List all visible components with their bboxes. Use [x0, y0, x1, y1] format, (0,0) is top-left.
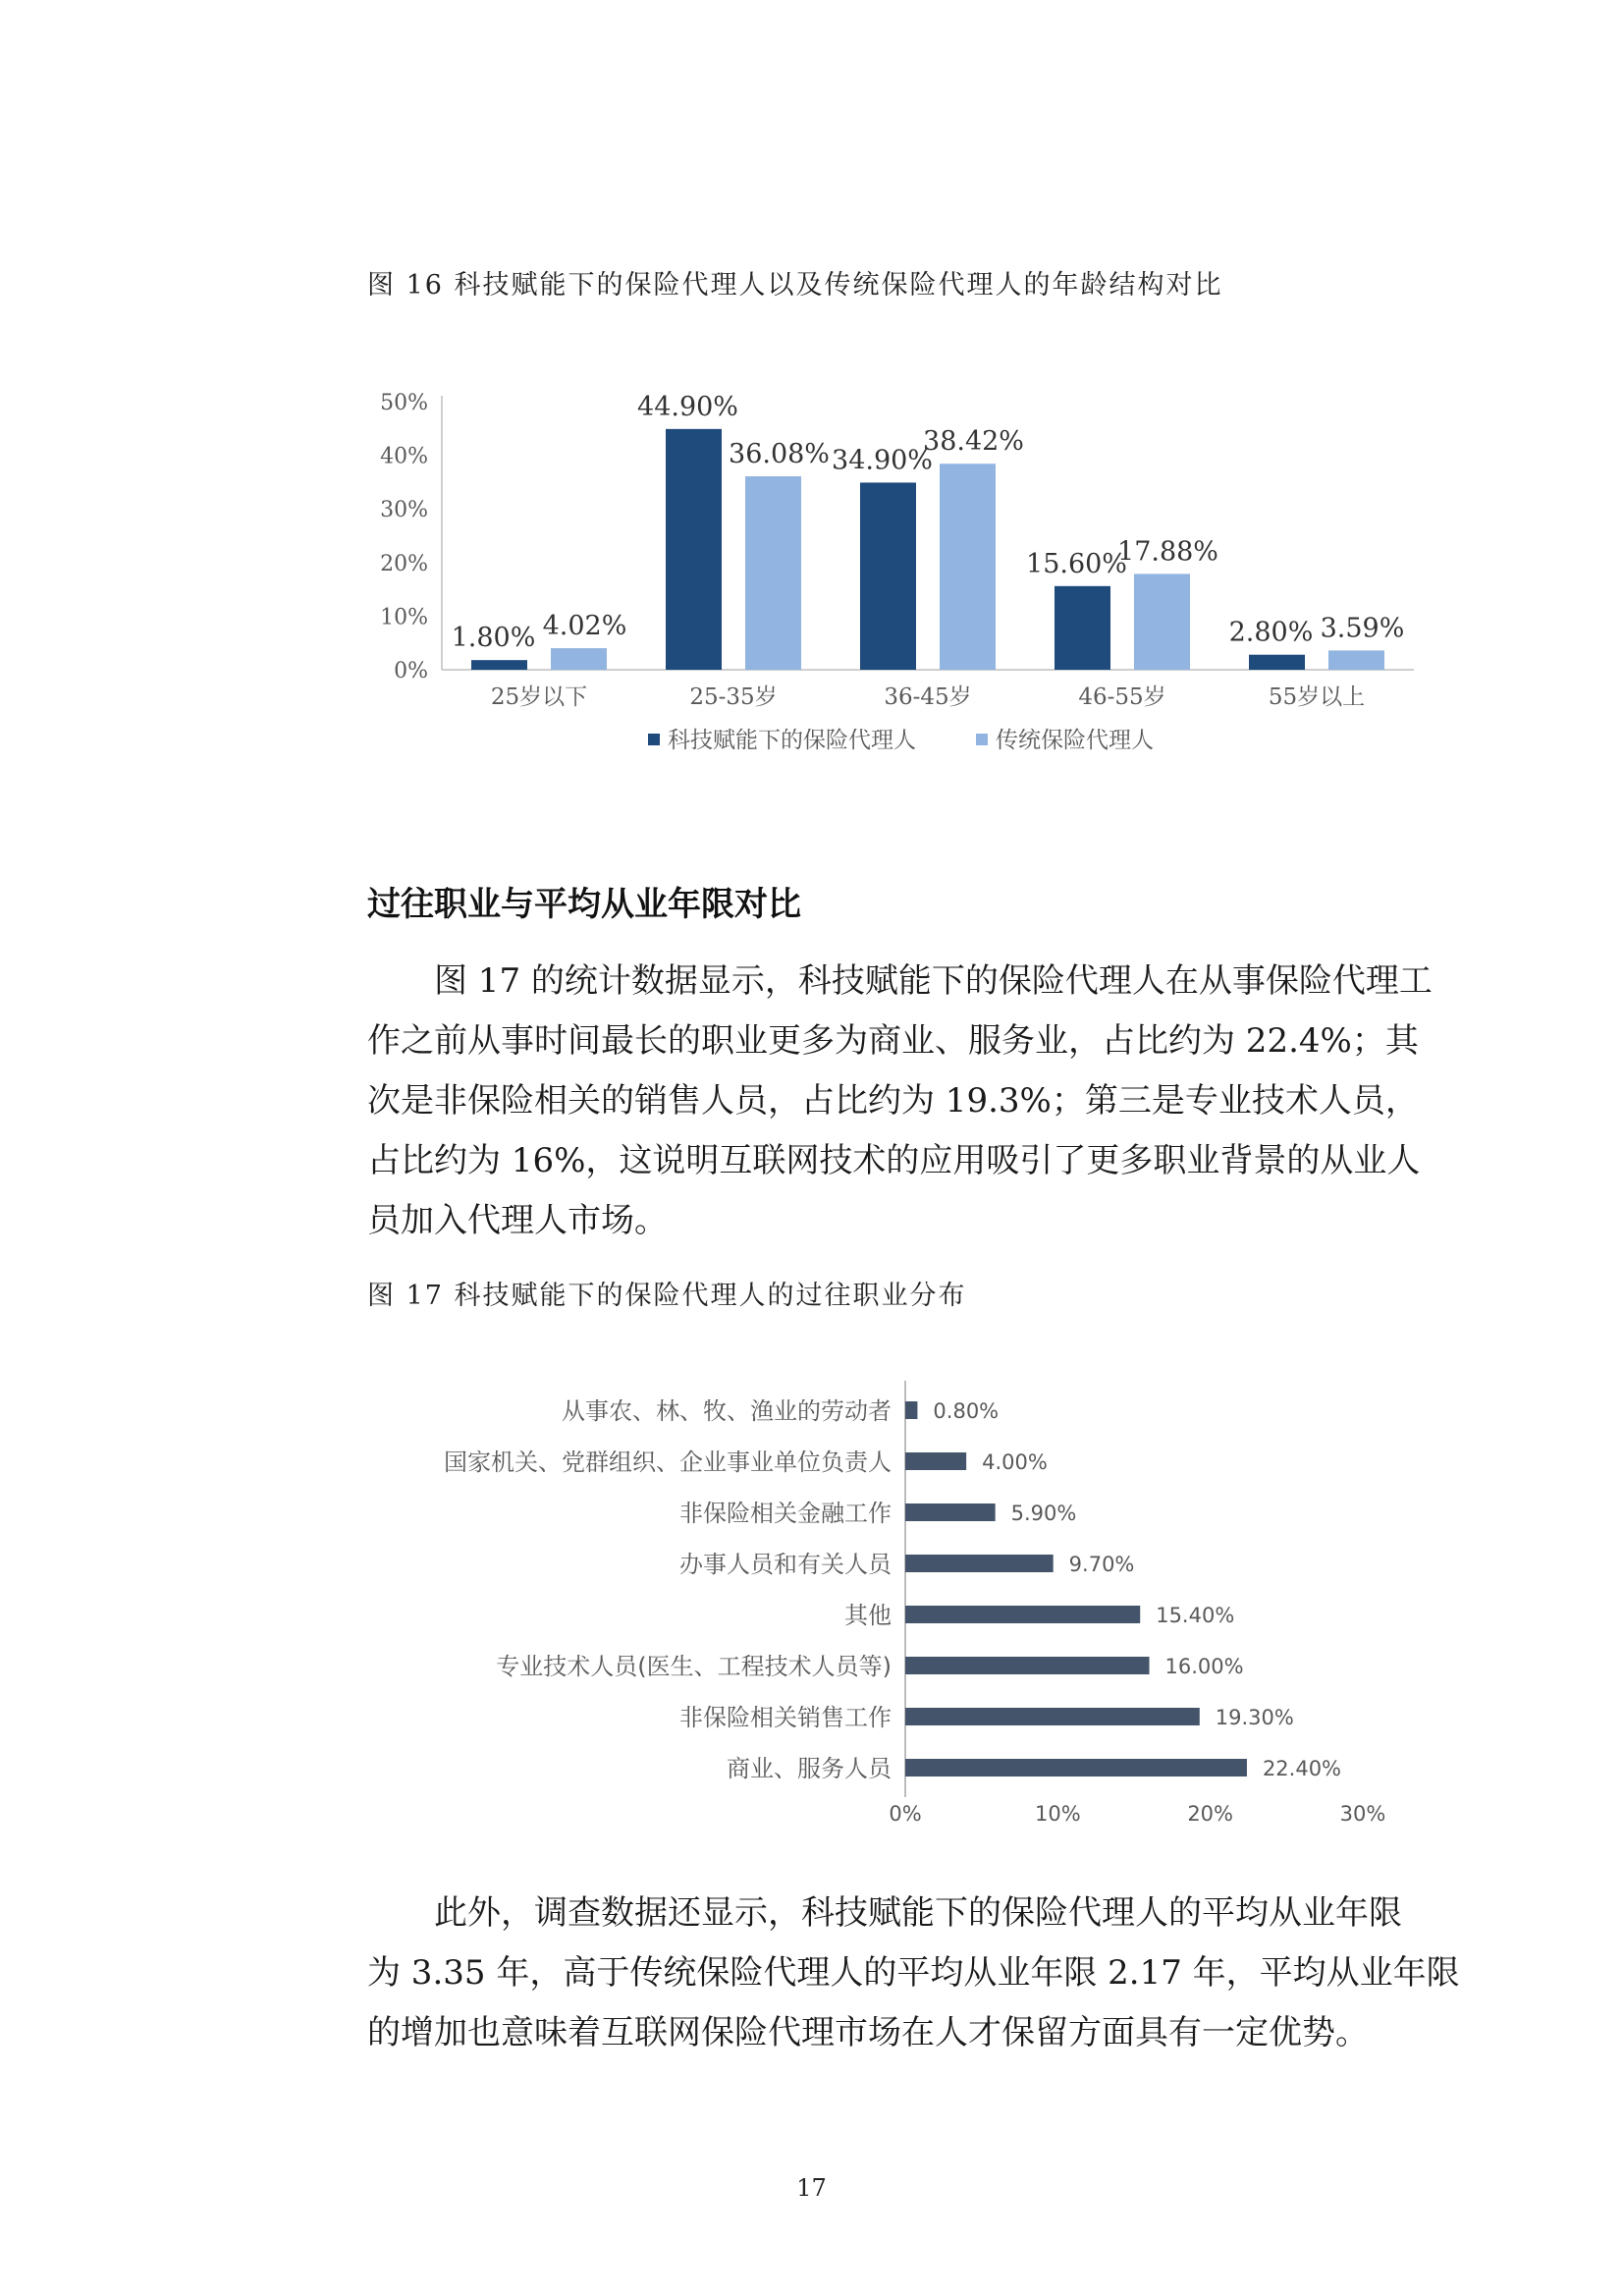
- bar: [1328, 650, 1384, 670]
- legend-swatch: [648, 734, 660, 745]
- bar: [905, 1606, 1140, 1623]
- data-label: 0.80%: [933, 1399, 1000, 1423]
- section-heading: 过往职业与平均从业年限对比: [367, 885, 801, 924]
- category-label: 其他: [844, 1602, 892, 1629]
- category-label: 非保险相关金融工作: [679, 1500, 892, 1527]
- legend-label: 科技赋能下的保险代理人: [668, 728, 916, 753]
- bar: [905, 1708, 1200, 1725]
- bar: [860, 482, 916, 670]
- bar: [905, 1657, 1150, 1674]
- legend-label: 传统保险代理人: [996, 728, 1154, 753]
- paragraph-1: [367, 952, 1433, 1251]
- y-tick-label: 20%: [380, 551, 428, 576]
- y-tick-label: 0%: [394, 659, 428, 683]
- y-tick-label: 10%: [380, 605, 428, 630]
- paragraph-2-line: 的增加也意味着互联网保险代理市场在人才保留方面具有一定优势。: [367, 2013, 1369, 2052]
- data-label: 4.00%: [982, 1450, 1048, 1474]
- bar: [940, 464, 996, 670]
- x-tick-label: 25岁以下: [490, 684, 588, 710]
- paragraph-1-line: 图 17 的统计数据显示，科技赋能下的保险代理人在从事保险代理工: [434, 961, 1433, 1001]
- data-label: 36.08%: [729, 439, 830, 470]
- x-tick-label: 25-35岁: [689, 684, 778, 710]
- paragraph-1-line: 次是非保险相关的销售人员，占比约为 19.3%；第三是专业技术人员，: [367, 1081, 1419, 1121]
- x-tick-label: 46-55岁: [1078, 684, 1166, 710]
- paragraph-2-line: 此外，调查数据还显示，科技赋能下的保险代理人的平均从业年限: [434, 1893, 1402, 1933]
- bar: [745, 476, 801, 670]
- data-label: 4.02%: [542, 611, 627, 642]
- bar: [1134, 574, 1190, 670]
- data-label: 5.90%: [1010, 1502, 1077, 1525]
- y-tick-label: 50%: [380, 391, 428, 415]
- data-label: 22.40%: [1262, 1757, 1342, 1780]
- y-tick-label: 40%: [380, 444, 428, 469]
- data-label: 38.42%: [923, 426, 1024, 458]
- category-label: 办事人员和有关人员: [679, 1551, 892, 1578]
- data-label: 17.88%: [1117, 536, 1218, 568]
- figure-17-caption: 图 17 科技赋能下的保险代理人的过往职业分布: [367, 1281, 967, 1311]
- x-tick-label: 36-45岁: [884, 684, 972, 710]
- bar: [905, 1452, 966, 1470]
- page-number: 17: [796, 2174, 827, 2202]
- y-tick-label: 30%: [380, 498, 428, 523]
- category-label: 专业技术人员(医生、工程技术人员等): [496, 1653, 892, 1680]
- data-label: 16.00%: [1164, 1655, 1244, 1678]
- category-label: 非保险相关销售工作: [679, 1704, 892, 1731]
- data-label: 2.80%: [1228, 617, 1314, 648]
- paragraph-1-line: 作之前从事时间最长的职业更多为商业、服务业，占比约为 22.4%；其: [367, 1021, 1419, 1061]
- x-tick-label: 0%: [889, 1802, 922, 1826]
- age-structure-bar-chart: [363, 378, 1434, 781]
- paragraph-2-line: 为 3.35 年，高于传统保险代理人的平均从业年限 2.17 年，平均从业年限: [367, 1953, 1460, 1993]
- data-label: 15.40%: [1156, 1604, 1235, 1627]
- x-tick-label: 30%: [1339, 1802, 1386, 1826]
- data-label: 9.70%: [1068, 1553, 1135, 1576]
- figure-16-caption: 图 16 科技赋能下的保险代理人以及传统保险代理人的年龄结构对比: [367, 270, 1223, 301]
- prior-occupation-bar-chart: [363, 1345, 1394, 1846]
- bar: [551, 648, 607, 670]
- bar: [1055, 586, 1110, 670]
- bar: [1249, 655, 1305, 670]
- category-label: 国家机关、党群组织、企业事业单位负责人: [444, 1449, 892, 1476]
- data-label: 1.80%: [451, 623, 536, 654]
- paragraph-2: [367, 1884, 1460, 2063]
- data-label: 15.60%: [1026, 548, 1127, 579]
- legend-swatch: [976, 734, 988, 745]
- data-label: 34.90%: [832, 445, 933, 476]
- paragraph-1-line: 员加入代理人市场。: [367, 1201, 668, 1240]
- bar: [905, 1401, 917, 1419]
- x-tick-label: 55岁以上: [1268, 684, 1366, 710]
- bar: [471, 660, 527, 670]
- bar: [666, 429, 722, 670]
- x-tick-label: 10%: [1034, 1802, 1081, 1826]
- paragraph-1-line: 占比约为 16%，这说明互联网技术的应用吸引了更多职业背景的从业人: [367, 1141, 1421, 1180]
- bar: [905, 1555, 1054, 1572]
- category-label: 商业、服务人员: [727, 1755, 892, 1782]
- data-label: 3.59%: [1320, 613, 1405, 644]
- x-tick-label: 20%: [1187, 1802, 1234, 1826]
- data-label: 44.90%: [637, 391, 738, 422]
- bar: [905, 1503, 996, 1521]
- category-label: 从事农、林、牧、渔业的劳动者: [562, 1397, 892, 1425]
- data-label: 19.30%: [1215, 1706, 1294, 1729]
- bar: [905, 1759, 1247, 1777]
